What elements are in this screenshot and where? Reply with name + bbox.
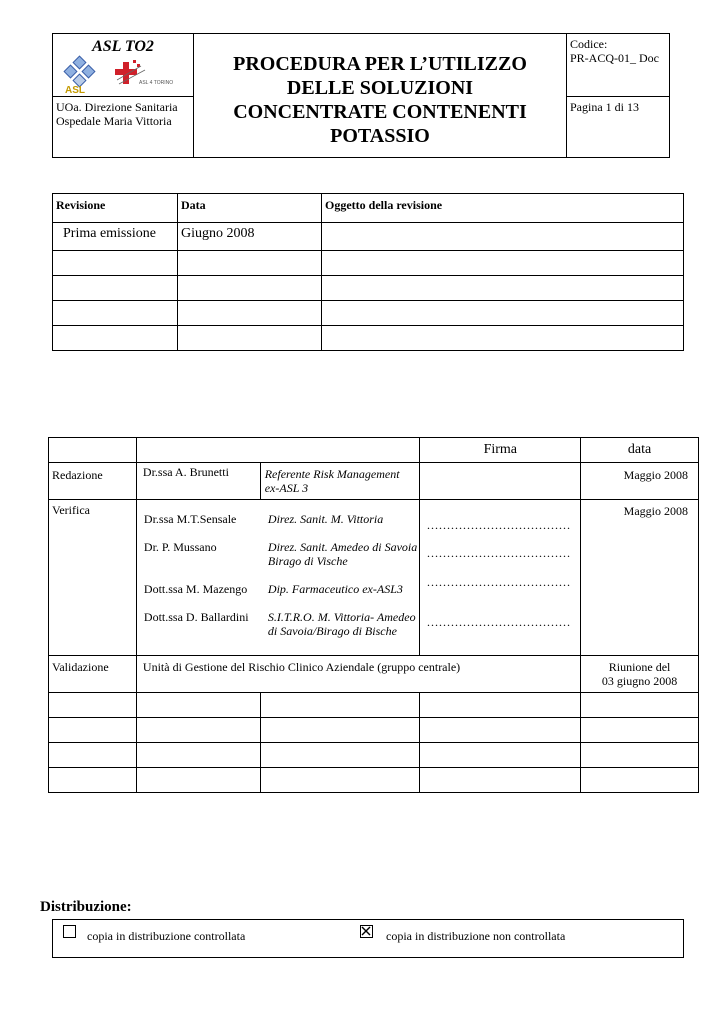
empty-cell: [420, 768, 581, 793]
table-row: [53, 301, 684, 326]
distribution-box: [52, 919, 684, 958]
controlled-copy-checkbox[interactable]: [63, 925, 76, 938]
signature-line: ………………………………: [426, 518, 571, 532]
empty-cell: [49, 693, 137, 718]
date-cell: [178, 326, 322, 351]
unit-line1: UOa. Direzione Sanitaria: [56, 100, 178, 114]
empty-cell: [136, 693, 260, 718]
empty-cell: [581, 743, 699, 768]
empty-cell: [581, 693, 699, 718]
code-label: Codice:: [570, 37, 608, 51]
signature-line: ………………………………: [426, 546, 571, 560]
revision-cell: [53, 326, 178, 351]
verifica-date: Maggio 2008: [581, 500, 699, 656]
verifica-name: Dr. P. Mussano: [143, 540, 217, 554]
subject-cell: [322, 251, 684, 276]
date-cell: Giugno 2008: [178, 223, 322, 251]
empty-cell: [49, 438, 137, 463]
page-cell: [566, 96, 670, 158]
date-cell: [178, 276, 322, 301]
approval-table: [48, 437, 699, 793]
table-row: [53, 276, 684, 301]
validazione-text: Unità di Gestione del Rischio Clinico Aziendale (gruppo centrale): [136, 656, 580, 693]
validazione-date-line2: 03 giugno 2008: [601, 674, 678, 688]
title-line: POTASSIO: [330, 125, 430, 147]
table-row: [49, 718, 699, 743]
document-title: [194, 52, 566, 148]
empty-cell: [420, 693, 581, 718]
unit-line2: Ospedale Maria Vittoria: [56, 114, 172, 128]
redazione-label: Redazione: [49, 463, 137, 500]
verifica-role: S.I.T.R.O. M. Vittoria- Amedeo di Savoia/Birago di Bische: [267, 610, 416, 638]
title-line: DELLE SOLUZIONI: [286, 77, 474, 99]
verifica-label: Verifica: [49, 500, 137, 656]
org-name: ASL TO2: [92, 38, 154, 55]
empty-cell: [49, 743, 137, 768]
verifica-role: Direz. Sanit. M. Vittoria: [267, 512, 384, 526]
title-cell: [193, 33, 567, 158]
subject-cell: [322, 301, 684, 326]
empty-cell: [260, 743, 420, 768]
empty-cell: [136, 768, 260, 793]
signature-line: ………………………………: [426, 575, 571, 589]
verifica-role: Direz. Sanit. Amedeo di Savoia Birago di Vische: [267, 540, 418, 568]
distribution-label: Distribuzione:: [40, 899, 132, 915]
data-header: data: [581, 438, 699, 463]
verifica-name: Dr.ssa M.T.Sensale: [143, 512, 237, 526]
redazione-role: Referente Risk Management ex-ASL 3: [260, 463, 420, 500]
controlled-copy-label: copia in distribuzione controllata: [87, 929, 246, 943]
validazione-date: [581, 656, 699, 693]
date-cell: [178, 301, 322, 326]
verifica-signatures: [420, 500, 581, 656]
empty-cell: [136, 718, 260, 743]
validazione-date-line1: Riunione del: [608, 660, 671, 674]
empty-cell: [260, 718, 420, 743]
table-row: [53, 326, 684, 351]
revision-cell: Prima emissione: [53, 223, 178, 251]
empty-cell: [420, 718, 581, 743]
torino-logo: [111, 56, 174, 92]
asl-logo: [61, 56, 105, 94]
check-x-icon: [361, 926, 371, 936]
verifica-name: Dott.ssa M. Mazengo: [143, 582, 248, 596]
subject-cell: [322, 326, 684, 351]
table-row: [49, 743, 699, 768]
revision-table: [52, 193, 684, 351]
code-cell: [566, 33, 670, 97]
verifica-row: [49, 500, 699, 656]
table-row: [53, 223, 684, 251]
uncontrolled-copy-checkbox[interactable]: [360, 925, 373, 938]
revision-cell: [53, 251, 178, 276]
verifica-role: Dip. Farmaceutico ex-ASL3: [267, 582, 403, 596]
title-line: CONCENTRATE CONTENENTI: [233, 101, 527, 123]
empty-cell: [260, 768, 420, 793]
empty-cell: [581, 768, 699, 793]
uncontrolled-copy-label: copia in distribuzione non controllata: [386, 929, 566, 943]
subject-cell: [322, 276, 684, 301]
revision-header: Revisione: [53, 194, 178, 223]
revision-cell: [53, 276, 178, 301]
empty-cell: [136, 438, 420, 463]
revision-cell: [53, 301, 178, 326]
page-info: Pagina 1 di 13: [570, 100, 639, 114]
table-row: [53, 251, 684, 276]
empty-cell: [260, 693, 420, 718]
code-value: PR-ACQ-01_ Doc: [570, 51, 659, 65]
header-logo-cell: [52, 33, 194, 97]
torino-logo-text: ASL 4 TORINO: [139, 80, 174, 86]
signature-line: ………………………………: [426, 615, 571, 629]
redazione-signature: [420, 463, 581, 500]
date-header: Data: [178, 194, 322, 223]
validazione-label: Validazione: [49, 656, 137, 693]
asl-logo-text: ASL: [65, 85, 85, 96]
empty-cell: [420, 743, 581, 768]
subject-header: Oggetto della revisione: [322, 194, 684, 223]
approval-header-row: [49, 438, 699, 463]
table-row: [49, 693, 699, 718]
title-line: PROCEDURA PER L’UTILIZZO: [233, 53, 527, 75]
empty-cell: [49, 768, 137, 793]
date-cell: [178, 251, 322, 276]
empty-cell: [49, 718, 137, 743]
unit-cell: [52, 96, 194, 158]
validazione-row: [49, 656, 699, 693]
empty-cell: [136, 743, 260, 768]
verifica-entries: [136, 500, 420, 656]
redazione-row: [49, 463, 699, 500]
revision-header-row: [53, 194, 684, 223]
redazione-date: Maggio 2008: [581, 463, 699, 500]
redazione-name: Dr.ssa A. Brunetti: [136, 463, 260, 500]
verifica-name: Dott.ssa D. Ballardini: [143, 610, 249, 624]
table-row: [49, 768, 699, 793]
firma-header: Firma: [420, 438, 581, 463]
empty-cell: [581, 718, 699, 743]
subject-cell: [322, 223, 684, 251]
